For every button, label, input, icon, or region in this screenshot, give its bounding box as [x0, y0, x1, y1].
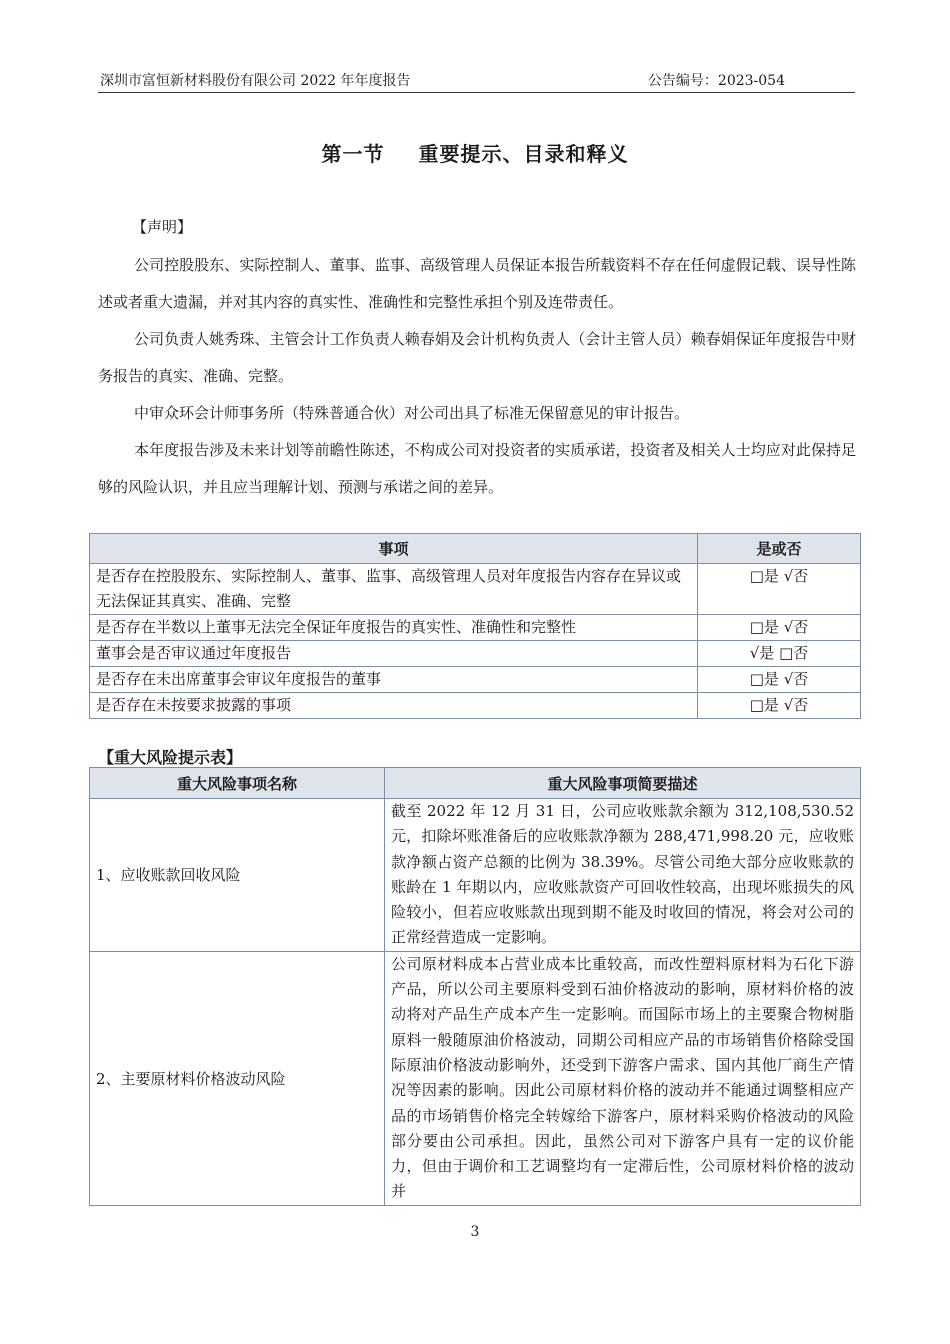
risk-table-title: 【重大风险提示表】 [98, 748, 243, 767]
section-title [0, 138, 950, 167]
matter-item: 是否存在未按要求披露的事项 [90, 693, 698, 719]
matters-table [89, 533, 861, 719]
table-row [90, 667, 861, 693]
table-row [90, 641, 861, 667]
matter-answer: √是 □否 [698, 641, 861, 667]
risk-description: 公司原材料成本占营业成本比重较高，而改性塑料原材料为石化下游产品，所以公司主要原料受到石油价格波动的影响，原材料价格的波动将对产品生产成本产生一定影响。而国际市场上的主要聚合物树脂原料一般随原油价格波动，同期公司相应产品的市场销售价格除受国际原油价格波动影响外，还受到下游客户需求、国内其他厂商生产情况等因素的影响。因此公司原材料价格的波动并不能通过调整相应产品的市场销售价格完全转嫁给下游客户，原材料采购价格波动的风险部分要由公司承担。因此，虽然公司对下游客户具有一定的议价能力，但由于调价和工艺调整均有一定滞后性，公司原材料价格的波动并 [385, 951, 861, 1205]
table-header-row [90, 534, 861, 564]
section-number: 第一节 [321, 142, 385, 166]
column-header: 重大风险事项名称 [90, 768, 385, 799]
header-company-report: 深圳市富恒新材料股份有限公司 2022 年年度报告 [100, 73, 411, 89]
paragraph: 本年度报告涉及未来计划等前瞻性陈述，不构成公司对投资者的实质承诺，投资者及相关人士均应对此保持足够的风险认识，并且应当理解计划、预测与承诺之间的差异。 [98, 441, 856, 496]
matter-item: 是否存在控股股东、实际控制人、董事、监事、高级管理人员对年度报告内容存在异议或无法保证其真实、准确、完整 [90, 564, 698, 615]
table-row [90, 951, 861, 1205]
risk-table [89, 767, 861, 1206]
column-header: 重大风险事项简要描述 [385, 768, 861, 799]
paragraph: 中审众环会计师事务所（特殊普通合伙）对公司出具了标准无保留意见的审计报告。 [134, 404, 690, 422]
paragraph: 公司控股股东、实际控制人、董事、监事、高级管理人员保证本报告所载资料不存在任何虚假记载、误导性陈述或者重大遗漏，并对其内容的真实性、准确性和完整性承担个别及连带责任。 [98, 256, 856, 311]
matter-item: 是否存在半数以上董事无法完全保证年度报告的真实性、准确性和完整性 [90, 615, 698, 641]
table-row [90, 693, 861, 719]
column-header: 事项 [90, 534, 698, 564]
risk-name: 1、应收账款回收风险 [90, 799, 385, 952]
section-heading: 重要提示、目录和释义 [418, 142, 629, 166]
matter-item: 董事会是否审议通过年度报告 [90, 641, 698, 667]
table-header-row [90, 768, 861, 799]
table-row [90, 799, 861, 952]
matter-answer: □是 √否 [698, 615, 861, 641]
matter-answer: □是 √否 [698, 564, 861, 615]
paragraph: 公司负责人姚秀珠、主管会计工作负责人赖春娟及会计机构负责人（会计主管人员）赖春娟保证年度报告中财务报告的真实、准确、完整。 [98, 330, 856, 385]
risk-description: 截至 2022 年 12 月 31 日，公司应收账款余额为 312,108,530.52 元，扣除坏账准备后的应收账款净额为 288,471,998.20 元，应收账款净额占资产总额的比例为 38.39%。尽管公司绝大部分应收账款的账龄在 1 年期以内，应收账款资产可回收性较高，出现坏账损失的风险较小，但若应收账款出现到期不能及时收回的情况，将会对公司的正常经营造成一定影响。 [385, 799, 861, 952]
table-row [90, 564, 861, 615]
statement-label: 【声明】 [132, 218, 193, 236]
table-row [90, 615, 861, 641]
risk-name: 2、主要原材料价格波动风险 [90, 951, 385, 1205]
page-number: 3 [470, 1224, 480, 1240]
matter-answer: □是 √否 [698, 667, 861, 693]
column-header: 是或否 [698, 534, 861, 564]
header-announcement-number: 公告编号：2023-054 [647, 73, 785, 89]
matter-answer: □是 √否 [698, 693, 861, 719]
matter-item: 是否存在未出席董事会审议年度报告的董事 [90, 667, 698, 693]
page-header [98, 68, 855, 93]
